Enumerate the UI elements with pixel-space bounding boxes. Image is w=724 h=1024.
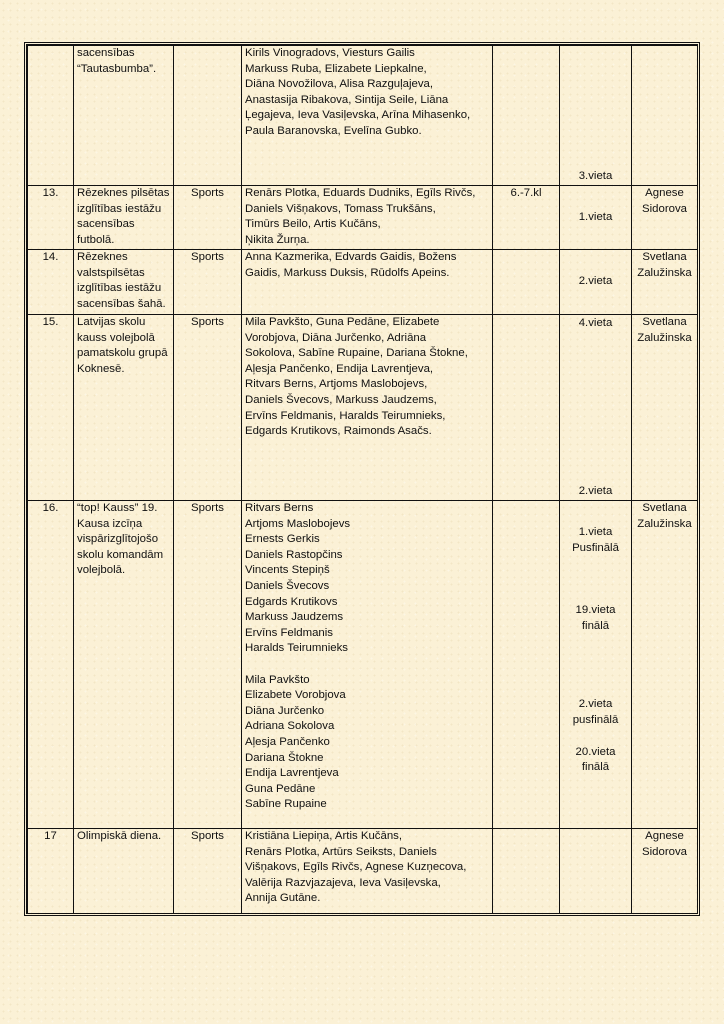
table-row [28,46,698,186]
event-name: Rēzeknes valstspilsētas izglītības iestāžu sacensības šahā. [74,250,174,315]
event-name: Olimpiskā diena. [74,829,174,914]
class-level [493,315,560,501]
row-number: 17 [28,829,74,914]
table-row [28,186,698,250]
category: Sports [174,315,242,501]
participants: Kristiāna Liepiņa, Artis Kučāns, Renārs Plotka, Artūrs Seiksts, Daniels Višņakovs, Egīls Rivčs, Agnese Kuzņecova, Valērija Razvjazajeva, Ieva Vasiļevska, Annija Gutāne. [242,829,493,914]
teacher: Agnese Sidorova [632,186,698,250]
event-name: sacensības “Tautasbumba”. [74,46,174,186]
event-name: Latvijas skolu kauss volejbolā pamatskolu grupā Koknesē. [74,315,174,501]
place: 2.vieta [560,250,632,315]
teacher: Agnese Sidorova [632,829,698,914]
place: 3.vieta [560,46,632,186]
teacher: Svetlana Zalužinska [632,250,698,315]
class-level [493,250,560,315]
participants: Anna Kazmerika, Edvards Gaidis, Božens Gaidis, Markuss Duksis, Rūdolfs Apeins. [242,250,493,315]
table-row [28,501,698,829]
category: Sports [174,250,242,315]
row-number [28,46,74,186]
class-level [493,46,560,186]
teacher [632,46,698,186]
category [174,46,242,186]
table-row [28,250,698,315]
participants: Renārs Plotka, Eduards Dudniks, Egīls Rivčs, Daniels Višņakovs, Tomass Trukšāns, Timūrs Beilo, Artis Kučāns, Ņikita Žurņa. [242,186,493,250]
place: 1.vieta [560,186,632,250]
participants: Ritvars Berns Artjoms Maslobojevs Ernests Gerkis Daniels Rastopčins Vincents Stepiņš Daniels Švecovs Edgards Krutikovs Markuss Jaudzems Ervīns Feldmanis Haralds Teirumnieks Mila Pavkšto Elizabete Vorobjova Diāna Jurčenko Adriana Sokolova Aļesja Pančenko Dariana Štokne Endija Lavrentjeva Guna Pedāne Sabīne Rupaine [242,501,493,829]
class-level: 6.-7.kl [493,186,560,250]
document-frame [24,42,700,916]
category: Sports [174,829,242,914]
row-number: 16. [28,501,74,829]
results-table [27,45,698,914]
category: Sports [174,501,242,829]
row-number: 14. [28,250,74,315]
event-name: “top! Kauss” 19. Kausa izcīņa vispārizglītojošo skolu komandām volejbolā. [74,501,174,829]
row-number: 13. [28,186,74,250]
table-row [28,829,698,914]
table-row [28,315,698,501]
row-number: 15. [28,315,74,501]
participants: Kirils Vinogradovs, Viesturs Gailis Markuss Ruba, Elizabete Liepkalne, Diāna Novožilova, Alisa Razguļajeva, Anastasija Ribakova, Sintija Seile, Liāna Ļegajeva, Ieva Vasiļevska, Arīna Mihasenko, Paula Baranovska, Evelīna Gubko. [242,46,493,186]
place [560,829,632,914]
place: 1.vieta Pusfinālā 19.vieta finālā 2.vieta pusfinālā 20.vieta finālā [560,501,632,829]
category: Sports [174,186,242,250]
class-level [493,501,560,829]
place: 4.vieta 2.vieta [560,315,632,501]
class-level [493,829,560,914]
event-name: Rēzeknes pilsētas izglītības iestāžu sacensības futbolā. [74,186,174,250]
participants: Mila Pavkšto, Guna Pedāne, Elizabete Vorobjova, Diāna Jurčenko, Adriāna Sokolova, Sabīne Rupaine, Dariana Štokne, Aļesja Pančenko, Endija Lavrentjeva, Ritvars Berns, Artjoms Maslobojevs, Daniels Švecovs, Markuss Jaudzems, Ervīns Feldmanis, Haralds Teirumnieks, Edgards Krutikovs, Raimonds Asačs. [242,315,493,501]
teacher: Svetlana Zalužinska [632,501,698,829]
teacher: Svetlana Zalužinska [632,315,698,501]
